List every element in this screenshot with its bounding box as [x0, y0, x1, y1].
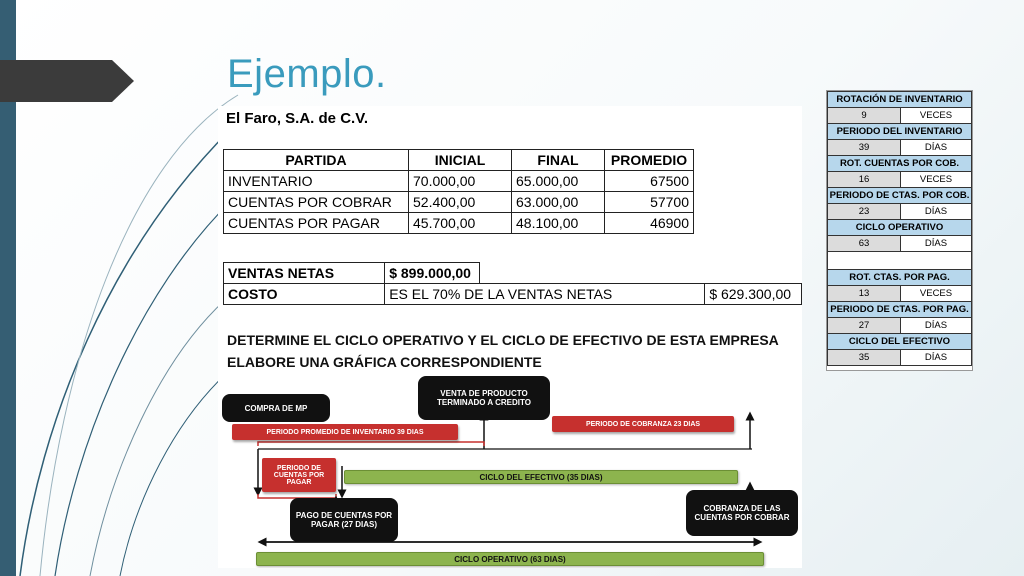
cobranza-box: COBRANZA DE LAS CUENTAS POR COBRAR — [686, 490, 798, 536]
compra-mp-box: COMPRA DE MP — [222, 394, 330, 422]
periodo-ctas-cob-value: 23 — [828, 204, 901, 220]
table-row — [224, 192, 694, 213]
costo-value: $ 629.300,00 — [705, 284, 802, 305]
header-promedio: PROMEDIO — [605, 150, 694, 171]
ventas-value: $ 899.000,00 — [385, 263, 480, 284]
periodo-inventario-bar: PERIODO PROMEDIO DE INVENTARIO 39 DIAS — [232, 424, 458, 440]
costo-desc-cell — [385, 284, 705, 305]
rotacion-inventario-value: 9 — [828, 108, 901, 124]
rot-ctas-pag-header: ROT. CTAS. POR PAG. — [828, 270, 972, 286]
rotacion-inventario-header: ROTACIÓN DE INVENTARIO — [828, 92, 972, 108]
rot-ctas-pag-value: 13 — [828, 286, 901, 302]
ventas-empty — [480, 263, 705, 284]
instruction-line-2: ELABORE UNA GRÁFICA CORRESPONDIENTE — [227, 354, 542, 370]
cell-inicial: 45.700,00 — [409, 213, 512, 234]
rotacion-inventario-unit: VECES — [901, 108, 972, 124]
ciclo-efectivo-value: 35 — [828, 350, 901, 366]
cell-partida: INVENTARIO — [224, 171, 409, 192]
cell-partida: CUENTAS POR COBRAR — [224, 192, 409, 213]
periodo-cobranza-bar: PERIODO DE COBRANZA 23 DIAS — [552, 416, 734, 432]
rot-cuentas-cob-value: 16 — [828, 172, 901, 188]
ciclo-operativo-bar: CICLO OPERATIVO (63 DIAS) — [256, 552, 764, 566]
periodo-inventario-value: 39 — [828, 140, 901, 156]
results-panel — [826, 90, 973, 371]
example-content — [218, 106, 802, 568]
ciclo-operativo-unit: DÍAS — [901, 236, 972, 252]
periodo-ctas-pag-unit: DÍAS — [901, 318, 972, 334]
cell-final: 48.100,00 — [512, 213, 605, 234]
sales-cost-table — [223, 262, 802, 305]
ciclo-operativo-header: CICLO OPERATIVO — [828, 220, 972, 236]
instruction-line-1: DETERMINE EL CICLO OPERATIVO Y EL CICLO DE EFECTIVO DE ESTA EMPRESA — [227, 332, 779, 348]
periodo-ctas-cob-unit: DÍAS — [901, 204, 972, 220]
ventas-label: VENTAS NETAS — [224, 263, 385, 284]
results-table — [827, 91, 972, 366]
ventas-row — [224, 263, 802, 284]
venta-producto-box: VENTA DE PRODUCTO TERMINADO A CREDITO — [418, 376, 550, 420]
ciclo-efectivo-bar: CICLO DEL EFECTIVO (35 DIAS) — [344, 470, 738, 484]
cell-partida: CUENTAS POR PAGAR — [224, 213, 409, 234]
periodo-ctas-cob-header: PERIODO DE CTAS. POR COB. — [828, 188, 972, 204]
table-row — [224, 213, 694, 234]
header-final: FINAL — [512, 150, 605, 171]
periodo-cuentas-pagar-box: PERIODO DE CUENTAS POR PAGAR — [262, 458, 336, 492]
rot-cuentas-cob-unit: VECES — [901, 172, 972, 188]
rot-ctas-pag-unit: VECES — [901, 286, 972, 302]
periodo-inventario-header: PERIODO DEL INVENTARIO — [828, 124, 972, 140]
table-header-row — [224, 150, 694, 171]
table-row — [224, 171, 694, 192]
header-partida: PARTIDA — [224, 150, 409, 171]
company-name: El Faro, S.A. de C.V. — [226, 110, 368, 127]
header-inicial: INICIAL — [409, 150, 512, 171]
cycle-timeline — [218, 374, 802, 568]
slide-title: Ejemplo. — [227, 52, 387, 96]
ciclo-efectivo-header: CICLO DEL EFECTIVO — [828, 334, 972, 350]
cell-promedio: 46900 — [605, 213, 694, 234]
rot-cuentas-cob-header: ROT. CUENTAS POR COB. — [828, 156, 972, 172]
cell-inicial: 70.000,00 — [409, 171, 512, 192]
cell-promedio: 57700 — [605, 192, 694, 213]
periodo-ctas-pag-value: 27 — [828, 318, 901, 334]
balances-table — [223, 149, 694, 234]
costo-row — [224, 284, 802, 305]
cell-inicial: 52.400,00 — [409, 192, 512, 213]
title-arrow-tab — [0, 60, 134, 102]
cell-final: 65.000,00 — [512, 171, 605, 192]
ciclo-efectivo-unit: DÍAS — [901, 350, 972, 366]
pago-cuentas-box: PAGO DE CUENTAS POR PAGAR (27 DIAS) — [290, 498, 398, 542]
costo-label: COSTO — [224, 284, 385, 305]
ciclo-operativo-value: 63 — [828, 236, 901, 252]
cell-promedio: 67500 — [605, 171, 694, 192]
cell-final: 63.000,00 — [512, 192, 605, 213]
spacer-row — [828, 252, 972, 270]
costo-desc: ES EL 70% DE LA VENTAS NETAS — [389, 286, 613, 302]
periodo-ctas-pag-header: PERIODO DE CTAS. POR PAG. — [828, 302, 972, 318]
periodo-inventario-unit: DÍAS — [901, 140, 972, 156]
